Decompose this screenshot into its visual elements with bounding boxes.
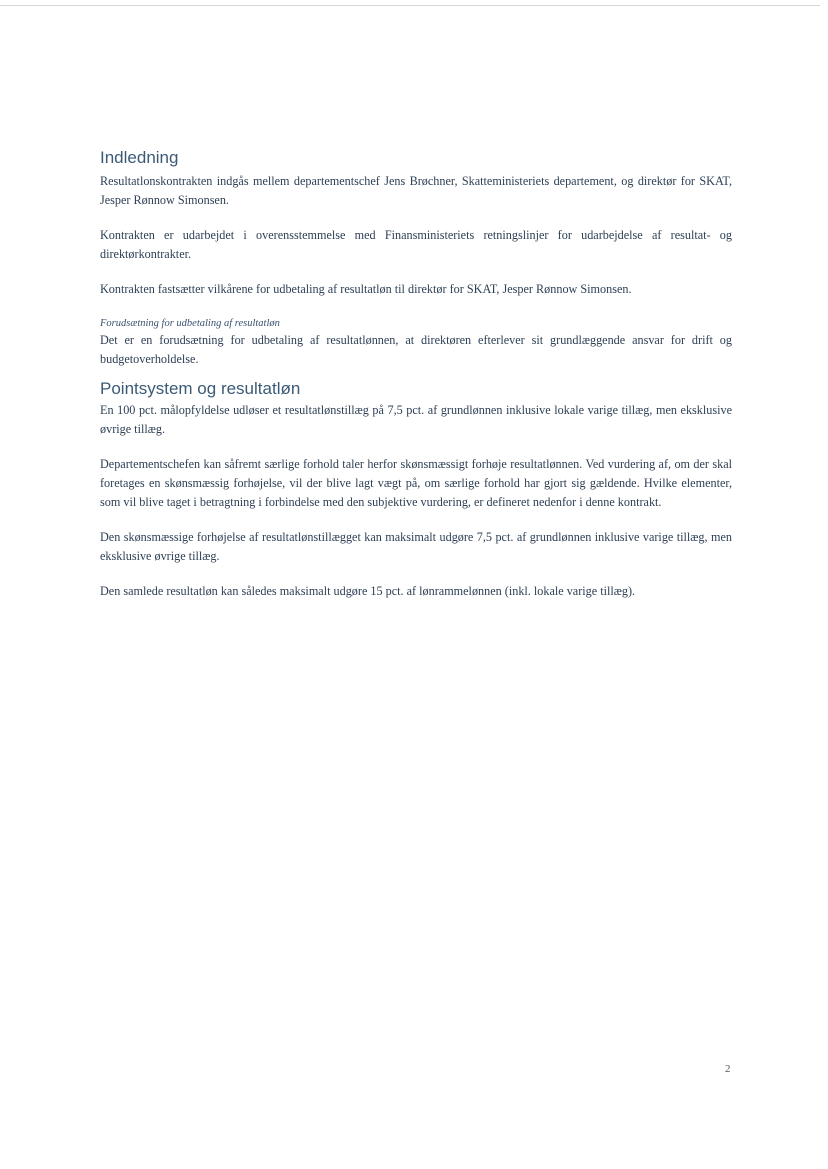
paragraph: Departementschefen kan såfremt særlige forhold taler herfor skønsmæssigt forhøje resultatlønnen. Ved vurdering af, om der skal foretages en skønsmæssig forhøjelse, vil der blive lagt vægt på, om særlige forhold har gjort sig gældende. Hvilke elementer, som vil blive taget i betragtning i forbindelse med den subjektive vurdering, er defineret nedenfor i denne kontrakt. [100, 457, 732, 509]
paragraph: En 100 pct. målopfyldelse udløser et resultatlønstillæg på 7,5 pct. af grundlønnen inklusive lokale varige tillæg, men eksklusive øvrige tillæg. [100, 403, 732, 436]
section-heading-indledning: Indledning [100, 148, 179, 167]
page-number: 2 [725, 1063, 731, 1075]
paragraph: Det er en forudsætning for udbetaling af resultatlønnen, at direktøren efterlever sit grundlæggende ansvar for drift og budgetoverholdelse. [100, 333, 732, 366]
paragraph: Resultatlonskontrakten indgås mellem departementschef Jens Brøchner, Skatteministeriets departement, og direktør for SKAT, Jesper Rønnow Simonsen. [100, 174, 732, 207]
paragraph: Kontrakten er udarbejdet i overensstemmelse med Finansministeriets retningslinjer for udarbejdelse af resultat- og direktørkontrakter. [100, 228, 732, 261]
paragraph: Kontrakten fastsætter vilkårene for udbetaling af resultatløn til direktør for SKAT, Jesper Rønnow Simonsen. [100, 282, 632, 296]
subheading: Forudsætning for udbetaling af resultatløn [100, 318, 280, 329]
paragraph: Den skønsmæssige forhøjelse af resultatlønstillægget kan maksimalt udgøre 7,5 pct. af grundlønnen inklusive varige tillæg, men eksklusive øvrige tillæg. [100, 530, 732, 563]
paragraph: Den samlede resultatløn kan således maksimalt udgøre 15 pct. af lønrammelønnen (inkl. lokale varige tillæg). [100, 584, 636, 598]
document-page [100, 146, 732, 601]
scan-edge-rule [0, 5, 820, 6]
section-heading-pointsystem: Pointsystem og resultatløn [100, 379, 301, 398]
